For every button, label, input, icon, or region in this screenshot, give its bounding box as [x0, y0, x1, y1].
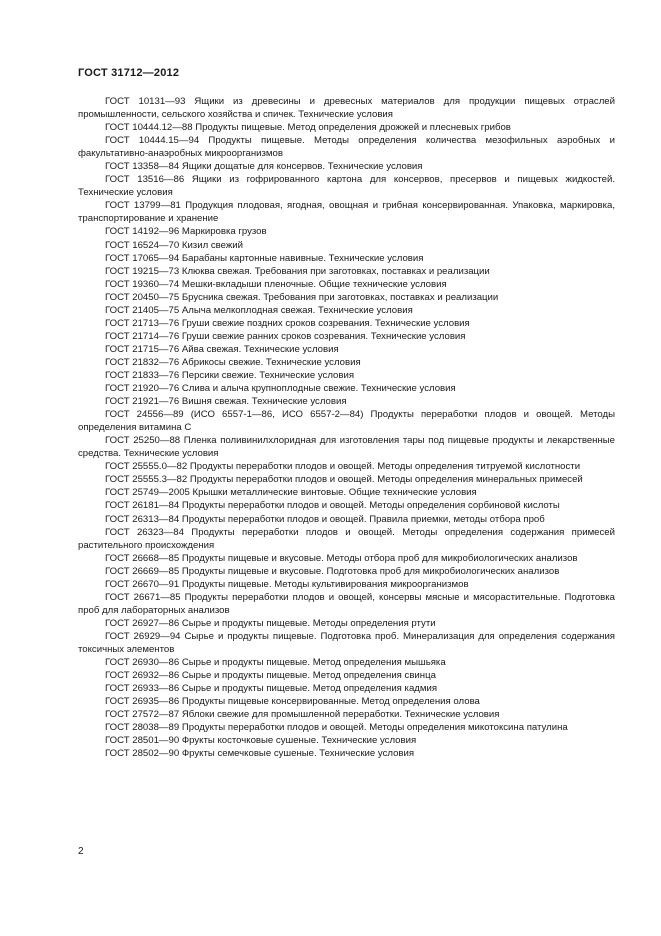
reference-item: ГОСТ 26181—84 Продукты переработки плодов и овощей. Методы определения сорбиновой кислоты [105, 500, 560, 512]
reference-item: ГОСТ 20450—75 Брусника свежая. Требования при заготовках, поставках и реализации [105, 291, 499, 303]
reference-item: ГОСТ 16524—70 Кизил свежий [105, 239, 243, 251]
reference-item: ГОСТ 26932—86 Сырье и продукты пищевые. Метод определения свинца [105, 670, 436, 682]
reference-item: ГОСТ 19215—73 Клюква свежая. Требования при заготовках, поставках и реализации [105, 265, 490, 277]
reference-item: ГОСТ 25555.3—82 Продукты переработки плодов и овощей. Методы определения минеральных примесей [105, 474, 583, 486]
reference-item: ГОСТ 26929—94 Сырье и продукты пищевые. Подготовка проб. Минерализация для определения содержания токсичных элементов [78, 630, 615, 655]
reference-item: ГОСТ 10444.15—94 Продукты пищевые. Методы определения количества мезофильных аэробных и факультативно-анаэробных микроорганизмов [78, 135, 615, 160]
reference-item: ГОСТ 28501—90 Фрукты косточковые сушеные. Технические условия [105, 735, 417, 747]
reference-item: ГОСТ 21713—76 Груши свежие поздних сроков созревания. Технические условия [105, 317, 470, 329]
reference-item: ГОСТ 26669—85 Продукты пищевые и вкусовые. Подготовка проб для микробиологических анализов [105, 565, 560, 577]
reference-item: ГОСТ 28502—90 Фрукты семечковые сушеные. Технические условия [105, 748, 415, 760]
page-number: 2 [78, 846, 84, 857]
reference-item: ГОСТ 14192—96 Маркировка грузов [105, 226, 267, 238]
reference-item: ГОСТ 26670—91 Продукты пищевые. Методы культивирования микроорганизмов [105, 578, 469, 590]
reference-item: ГОСТ 27572—87 Яблоки свежие для промышленной переработки. Технические условия [105, 709, 500, 721]
reference-item: ГОСТ 21715—76 Айва свежая. Технические условия [105, 343, 339, 355]
reference-item: ГОСТ 21921—76 Вишня свежая. Технические условия [105, 396, 347, 408]
reference-item: ГОСТ 26927—86 Сырье и продукты пищевые. Методы определения ртути [105, 617, 436, 629]
reference-item: ГОСТ 26323—84 Продукты переработки плодов и овощей. Методы определения содержания примесей растительного происхождения [78, 526, 615, 551]
reference-item: ГОСТ 19360—74 Мешки-вкладыши пленочные. Общие технические условия [105, 278, 447, 290]
reference-item: ГОСТ 26935—86 Продукты пищевые консервированные. Метод определения олова [105, 696, 480, 708]
reference-item: ГОСТ 24556—89 (ИСО 6557-1—86, ИСО 6557-2—84) Продукты переработки плодов и овощей. Методы определения витамина С [78, 409, 615, 434]
reference-item: ГОСТ 25250—88 Пленка поливинилхлоридная для изготовления тары под пищевые продукты и лекарственные средства. Технические условия [78, 435, 615, 460]
reference-item: ГОСТ 26668—85 Продукты пищевые и вкусовые. Методы отбора проб для микробиологических анализов [105, 552, 578, 564]
document-header: ГОСТ 31712—2012 [78, 67, 180, 79]
reference-item: ГОСТ 21833—76 Персики свежие. Технические условия [105, 369, 355, 381]
reference-item: ГОСТ 17065—94 Барабаны картонные навивные. Технические условия [105, 252, 424, 264]
reference-item: ГОСТ 13799—81 Продукция плодовая, ягодная, овощная и грибная консервированная. Упаковка, маркировка, транспортирование и хранение [78, 200, 615, 225]
reference-item: ГОСТ 26930—86 Сырье и продукты пищевые. Метод определения мышьяка [105, 657, 446, 669]
normative-references-list [78, 95, 615, 760]
reference-item: ГОСТ 25749—2005 Крышки металлические винтовые. Общие технические условия [105, 487, 477, 499]
reference-item: ГОСТ 21832—76 Абрикосы свежие. Технические условия [105, 356, 361, 368]
reference-item: ГОСТ 13516—86 Ящики из гофрированного картона для консервов, пресервов и пищевых жидкостей. Технические условия [78, 174, 615, 199]
reference-item: ГОСТ 26933—86 Сырье и продукты пищевые. Метод определения кадмия [105, 683, 438, 695]
reference-item: ГОСТ 26313—84 Продукты переработки плодов и овощей. Правила приемки, методы отбора проб [105, 513, 545, 525]
reference-item: ГОСТ 26671—85 Продукты переработки плодов и овощей, консервы мясные и мясорастительные. Подготовка проб для лабораторных анализов [78, 591, 615, 616]
reference-item: ГОСТ 13358—84 Ящики дощатые для консервов. Технические условия [105, 161, 423, 173]
reference-item: ГОСТ 21920—76 Слива и алыча крупноплодные свежие. Технические условия [105, 383, 456, 395]
reference-item: ГОСТ 21714—76 Груши свежие ранних сроков созревания. Технические условия [105, 330, 466, 342]
reference-item: ГОСТ 21405—75 Алыча мелкоплодная свежая. Технические условия [105, 304, 413, 316]
reference-item: ГОСТ 10131—93 Ящики из древесины и древесных материалов для продукции пищевых отраслей промышленности, сельского хозяйства и спичек. Технические условия [78, 96, 615, 121]
reference-item: ГОСТ 25555.0—82 Продукты переработки плодов и овощей. Методы определения титруемой кислотности [105, 461, 581, 473]
reference-item: ГОСТ 10444.12—88 Продукты пищевые. Метод определения дрожжей и плесневых грибов [105, 122, 511, 134]
reference-item: ГОСТ 28038—89 Продукты переработки плодов и овощей. Методы определения микотоксина патулина [105, 722, 568, 734]
